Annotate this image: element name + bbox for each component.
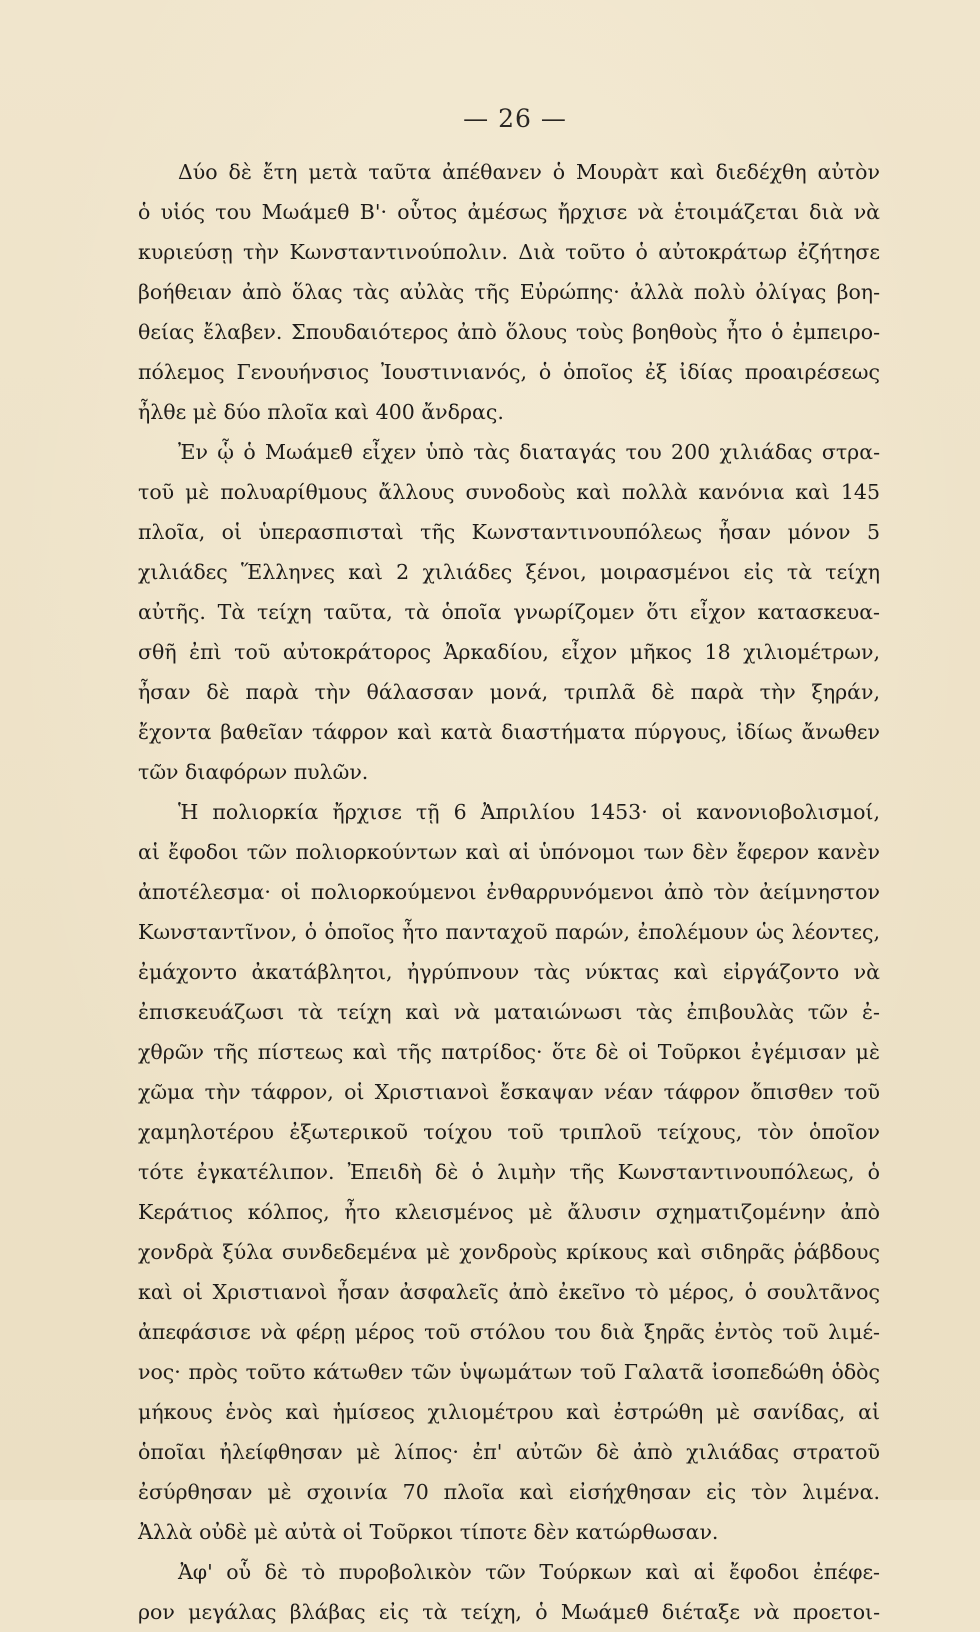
text-line: χαμηλοτέρου ἐξωτερικοῦ τοίχου τοῦ τριπλοῦ τείχους, τὸν ὁποῖον bbox=[138, 1120, 880, 1144]
text-line: αὐτῆς. Τὰ τείχη ταῦτα, τὰ ὁποῖα γνωρίζομεν ὅτι εἶχον κατασκευα- bbox=[138, 600, 880, 624]
text-line: νος· πρὸς τοῦτο κάτωθεν τῶν ὑψωμάτων τοῦ Γαλατᾶ ἰσοπεδώθη ὁδὸς bbox=[138, 1360, 880, 1384]
text-line: Κωνσταντῖνον, ὁ ὁποῖος ἦτο πανταχοῦ παρών, ἐπολέμουν ὡς λέοντες, bbox=[138, 920, 880, 944]
text-line: ἦλθε μὲ δύο πλοῖα καὶ 400 ἄνδρας. bbox=[138, 400, 504, 424]
text-line: Ἐν ᾧ ὁ Μωάμεθ εἶχεν ὑπὸ τὰς διαταγάς του 200 χιλιάδας στρα- bbox=[178, 440, 880, 464]
text-line: χῶμα τὴν τάφρον, οἱ Χριστιανοὶ ἔσκαψαν νέαν τάφρον ὄπισθεν τοῦ bbox=[138, 1080, 880, 1104]
page-number: — 26 — bbox=[463, 104, 567, 133]
text-line: Ἀφ' οὗ δὲ τὸ πυροβολικὸν τῶν Τούρκων καὶ αἱ ἔφοδοι ἐπέφε- bbox=[178, 1560, 880, 1584]
text-line: ἀπεφάσισε νὰ φέρῃ μέρος τοῦ στόλου του διὰ ξηρᾶς ἐντὸς τοῦ λιμέ- bbox=[138, 1320, 880, 1344]
text-line: χθρῶν τῆς πίστεως καὶ τῆς πατρίδος· ὅτε δὲ οἱ Τοῦρκοι ἐγέμισαν μὲ bbox=[138, 1040, 880, 1064]
text-line: βοήθειαν ἀπὸ ὅλας τὰς αὐλὰς τῆς Εὐρώπης· ἀλλὰ πολὺ ὀλίγας βοη- bbox=[138, 280, 880, 304]
text-line: τοῦ μὲ πολυαρίθμους ἄλλους συνοδοὺς καὶ πολλὰ κανόνια καὶ 145 bbox=[138, 480, 880, 504]
text-line: χιλιάδες Ἕλληνες καὶ 2 χιλιάδες ξένοι, μοιρασμένοι εἰς τὰ τείχη bbox=[138, 560, 880, 584]
text-line: Δύο δὲ ἔτη μετὰ ταῦτα ἀπέθανεν ὁ Μουρὰτ καὶ διεδέχθη αὐτὸν bbox=[178, 160, 880, 184]
text-line: ἐσύρθησαν μὲ σχοινία 70 πλοῖα καὶ εἰσήχθησαν εἰς τὸν λιμένα. bbox=[138, 1480, 880, 1504]
body-text bbox=[138, 152, 880, 1632]
text-line: σθῆ ἐπὶ τοῦ αὐτοκράτορος Ἀρκαδίου, εἶχον μῆκος 18 χιλιομέτρων, bbox=[138, 640, 880, 664]
text-line: ὁποῖαι ἠλείφθησαν μὲ λίπος· ἐπ' αὐτῶν δὲ ἀπὸ χιλιάδας στρατοῦ bbox=[138, 1440, 880, 1464]
text-line: κυριεύσῃ τὴν Κωνσταντινούπολιν. Διὰ τοῦτο ὁ αὐτοκράτωρ ἐζήτησε bbox=[138, 240, 880, 264]
text-line: καὶ οἱ Χριστιανοὶ ἦσαν ἀσφαλεῖς ἀπὸ ἐκεῖνο τὸ μέρος, ὁ σουλτᾶνος bbox=[138, 1280, 880, 1304]
text-line: τότε ἐγκατέλιπον. Ἐπειδὴ δὲ ὁ λιμὴν τῆς Κωνσταντινουπόλεως, ὁ bbox=[138, 1160, 880, 1184]
text-line: ἔχοντα βαθεῖαν τάφρον καὶ κατὰ διαστήματα πύργους, ἰδίως ἄνωθεν bbox=[138, 720, 880, 744]
text-line: Ἡ πολιορκία ἤρχισε τῇ 6 Ἀπριλίου 1453· οἱ κανονιοβολισμοί, bbox=[178, 800, 880, 824]
text-line: μήκους ἑνὸς καὶ ἡμίσεος χιλιομέτρου καὶ ἐστρώθη μὲ σανίδας, αἱ bbox=[138, 1400, 880, 1424]
text-line: ρον μεγάλας βλάβας εἰς τὰ τείχη, ὁ Μωάμεθ διέταξε νὰ προετοι- bbox=[138, 1600, 880, 1624]
text-line: ἐπισκευάζωσι τὰ τείχη καὶ νὰ ματαιώνωσι τὰς ἐπιβουλὰς τῶν ἐ- bbox=[138, 1000, 880, 1024]
text-line: ἦσαν δὲ παρὰ τὴν θάλασσαν μονά, τριπλᾶ δὲ παρὰ τὴν ξηράν, bbox=[138, 680, 880, 704]
text-line: πόλεμος Γενουήνσιος Ἰουστινιανός, ὁ ὁποῖος ἐξ ἰδίας προαιρέσεως bbox=[138, 360, 880, 384]
text-line: τῶν διαφόρων πυλῶν. bbox=[138, 760, 369, 784]
text-line: πλοῖα, οἱ ὑπερασπισταὶ τῆς Κωνσταντινουπόλεως ἦσαν μόνον 5 bbox=[138, 520, 880, 544]
text-line: χονδρὰ ξύλα συνδεδεμένα μὲ χονδροὺς κρίκους καὶ σιδηρᾶς ῥάβδους bbox=[138, 1240, 880, 1264]
text-line: αἱ ἔφοδοι τῶν πολιορκούντων καὶ αἱ ὑπόνομοι των δὲν ἔφερον κανὲν bbox=[138, 840, 880, 864]
text-line: ὁ υἱός του Μωάμεθ Β'· οὗτος ἀμέσως ἤρχισε νὰ ἑτοιμάζεται διὰ νὰ bbox=[138, 200, 880, 224]
text-line: Ἀλλὰ οὐδὲ μὲ αὐτὰ οἱ Τοῦρκοι τίποτε δὲν κατώρθωσαν. bbox=[138, 1520, 719, 1544]
text-line: Κεράτιος κόλπος, ἦτο κλεισμένος μὲ ἄλυσιν σχηματιζομένην ἀπὸ bbox=[138, 1200, 880, 1224]
text-line: ἐμάχοντο ἀκατάβλητοι, ἠγρύπνουν τὰς νύκτας καὶ εἰργάζοντο νὰ bbox=[138, 960, 880, 984]
text-line: ἀποτέλεσμα· οἱ πολιορκούμενοι ἐνθαρρυνόμενοι ἀπὸ τὸν ἀείμνηστον bbox=[138, 880, 880, 904]
text-line: θείας ἔλαβεν. Σπουδαιότερος ἀπὸ ὅλους τοὺς βοηθοὺς ἦτο ὁ ἐμπειρο- bbox=[138, 320, 880, 344]
